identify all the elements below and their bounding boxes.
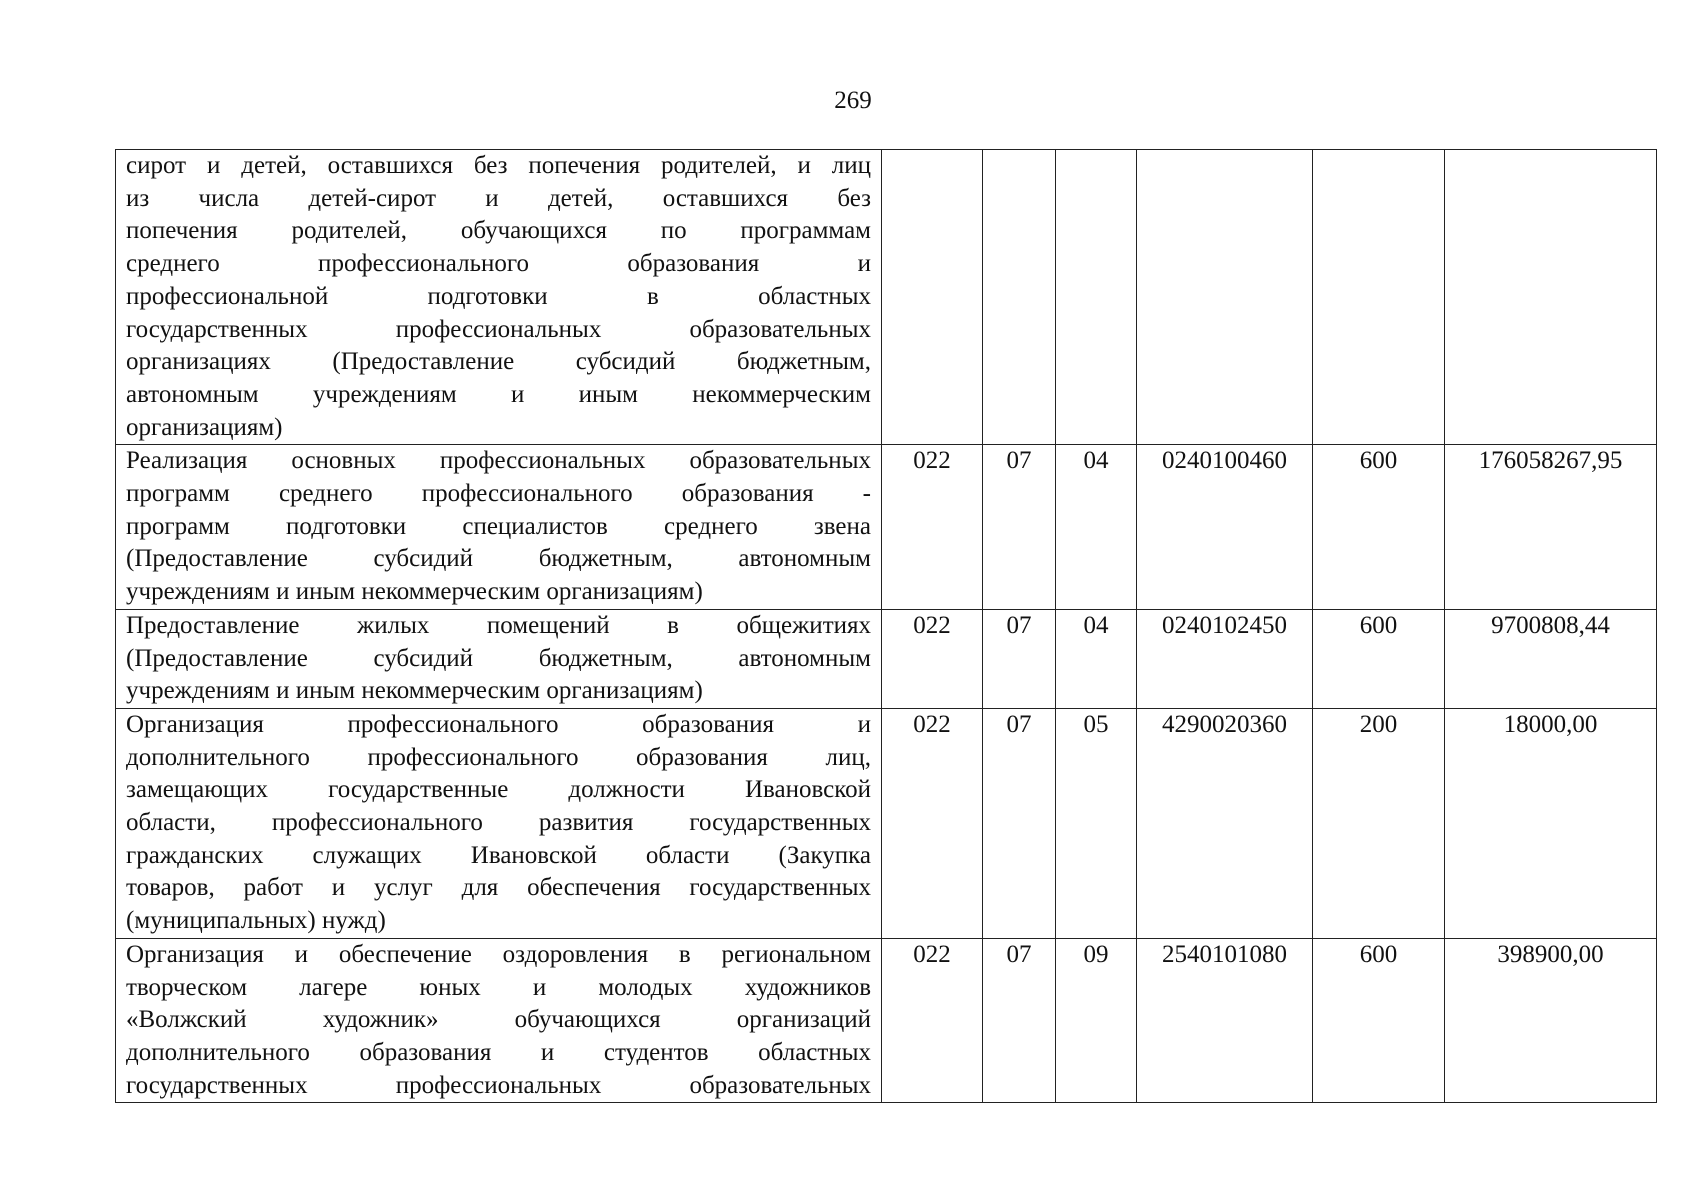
target-item-code-cell: 4290020360 (1137, 708, 1313, 938)
description-line: замещающих государственные должности Ивановской (126, 776, 871, 804)
description-line: организациях (Предоставление субсидий бюджетным, (126, 348, 871, 376)
expense-type-code-cell: 600 (1313, 609, 1445, 708)
description-line: Реализация основных профессиональных образовательных (126, 447, 871, 475)
table-row (116, 609, 1657, 708)
target-item-code-cell: 2540101080 (1137, 938, 1313, 1103)
description-line: Организация и обеспечение оздоровления в региональном (126, 940, 871, 968)
subsection-code-cell: 04 (1056, 609, 1137, 708)
subsection-code-cell (1056, 150, 1137, 445)
expense-type-code-cell: 200 (1313, 708, 1445, 938)
ministry-code-cell: 022 (882, 445, 983, 610)
amount-cell (1445, 150, 1657, 445)
expense-type-code-cell (1313, 150, 1445, 445)
description-line: «Волжский художник» обучающихся организаций (126, 1006, 871, 1034)
section-code-cell (983, 150, 1056, 445)
ministry-code-cell: 022 (882, 609, 983, 708)
ministry-code-cell (882, 150, 983, 445)
table-row (116, 708, 1657, 938)
subsection-code-cell: 09 (1056, 938, 1137, 1103)
description-line: сирот и детей, оставшихся без попечения родителей, и лиц (126, 152, 871, 179)
description-line: программ среднего профессионального образования - (126, 480, 871, 508)
description-line: дополнительного профессионального образования лиц, (126, 743, 871, 771)
target-item-code-cell (1137, 150, 1313, 445)
description-cell (116, 609, 882, 708)
description-line: учреждениям и иным некоммерческим организациям) (126, 677, 703, 705)
description-cell (116, 938, 882, 1103)
description-line: профессиональной подготовки в областных (126, 282, 871, 310)
description-line: области, профессионального развития государственных (126, 809, 871, 837)
description-line: государственных профессиональных образовательных (126, 315, 871, 343)
table-row (116, 938, 1657, 1103)
description-cell (116, 708, 882, 938)
section-code-cell: 07 (983, 938, 1056, 1103)
description-line: из числа детей-сирот и детей, оставшихся без (126, 184, 871, 212)
description-line: (Предоставление субсидий бюджетным, автономным (126, 644, 871, 672)
section-code-cell: 07 (983, 445, 1056, 610)
description-line: товаров, работ и услуг для обеспечения государственных (126, 874, 871, 902)
amount-cell: 176058267,95 (1445, 445, 1657, 610)
amount-cell: 9700808,44 (1445, 609, 1657, 708)
description-line: гражданских служащих Ивановской области (Закупка (126, 841, 871, 869)
description-line: (Предоставление субсидий бюджетным, автономным (126, 545, 871, 573)
description-line: государственных профессиональных образовательных (126, 1071, 871, 1099)
expense-type-code-cell: 600 (1313, 445, 1445, 610)
section-code-cell: 07 (983, 708, 1056, 938)
budget-table (115, 149, 1657, 1103)
subsection-code-cell: 04 (1056, 445, 1137, 610)
expense-type-code-cell: 600 (1313, 938, 1445, 1103)
target-item-code-cell: 0240100460 (1137, 445, 1313, 610)
ministry-code-cell: 022 (882, 708, 983, 938)
description-line: дополнительного образования и студентов областных (126, 1038, 871, 1066)
page-number: 269 (834, 87, 872, 114)
table-row (116, 445, 1657, 610)
description-line: (муниципальных) нужд) (126, 907, 386, 935)
description-line: попечения родителей, обучающихся по программам (126, 217, 871, 245)
description-line: творческом лагере юных и молодых художников (126, 973, 871, 1001)
description-line: автономным учреждениям и иным некоммерческим (126, 380, 871, 408)
ministry-code-cell: 022 (882, 938, 983, 1103)
description-cell (116, 150, 882, 445)
amount-cell: 398900,00 (1445, 938, 1657, 1103)
description-line: Организация профессионального образования и (126, 710, 871, 738)
table-row (116, 150, 1657, 445)
description-line: среднего профессионального образования и (126, 250, 871, 278)
description-line: программ подготовки специалистов среднего звена (126, 512, 871, 540)
description-line: Предоставление жилых помещений в общежитиях (126, 611, 871, 639)
amount-cell: 18000,00 (1445, 708, 1657, 938)
description-line: учреждениям и иным некоммерческим организациям) (126, 578, 703, 606)
section-code-cell: 07 (983, 609, 1056, 708)
description-cell (116, 445, 882, 610)
table-body (116, 150, 1657, 1103)
target-item-code-cell: 0240102450 (1137, 609, 1313, 708)
subsection-code-cell: 05 (1056, 708, 1137, 938)
description-line: организациям) (126, 413, 283, 441)
